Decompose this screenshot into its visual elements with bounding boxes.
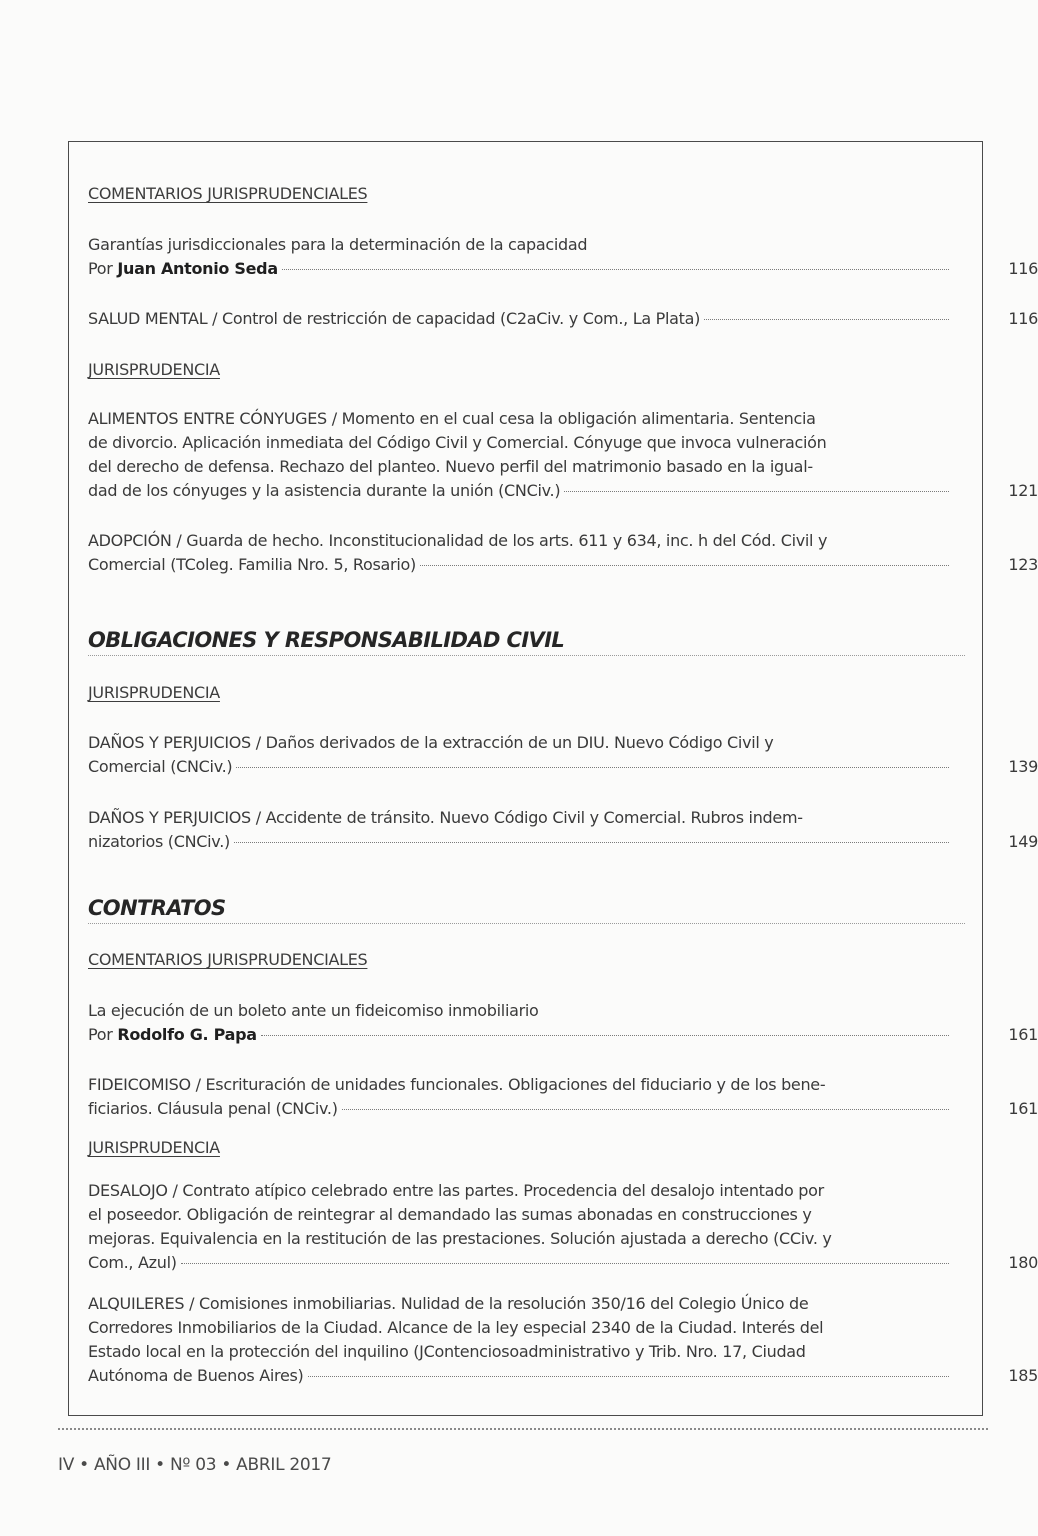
section-title: OBLIGACIONES Y RESPONSABILIDAD CIVIL (88, 628, 965, 656)
issue-footer: IV • AÑO III • Nº 03 • ABRIL 2017 (58, 1455, 332, 1475)
entry-title: La ejecución de un boleto ante un fideicomiso inmobiliario (88, 1001, 539, 1020)
entry-author-line: Por Juan Antonio Seda (88, 257, 953, 281)
page-number: 121 (1008, 481, 1038, 500)
toc-entry[interactable] (88, 233, 1038, 281)
page-number: 161 (1008, 1099, 1038, 1118)
subsection-heading: JURISPRUDENCIA (88, 360, 220, 379)
page-number: 139 (1008, 757, 1038, 776)
subsection-heading: COMENTARIOS JURISPRUDENCIALES (88, 950, 368, 969)
leader-dots (342, 1109, 949, 1110)
toc-entry[interactable] (88, 999, 1038, 1047)
page-number: 116 (1008, 259, 1038, 278)
subsection-heading: JURISPRUDENCIA (88, 1138, 220, 1157)
entry-author: Juan Antonio Seda (117, 259, 278, 278)
leader-dots (181, 1263, 949, 1264)
leader-dots (236, 767, 949, 768)
entry-text: SALUD MENTAL / Control de restricción de capacidad (C2aCiv. y Com., La Plata) (88, 309, 701, 328)
toc-entry[interactable]: FIDEICOMISO / Escrituración de unidades funcionales. Obligaciones del fiduciario y de los bene- ficiarios. Cláusula penal (CNCiv.) 161 (88, 1073, 953, 1121)
page-number: 185 (1008, 1366, 1038, 1385)
entry-author-line: Por Rodolfo G. Papa (88, 1023, 953, 1047)
entry-title: Garantías jurisdiccionales para la determinación de la capacidad (88, 235, 588, 254)
page-number: 116 (1008, 309, 1038, 328)
page-number: 180 (1008, 1253, 1038, 1272)
leader-dots (261, 1035, 949, 1036)
page-number: 161 (1008, 1025, 1038, 1044)
leader-dots (234, 842, 949, 843)
leader-dots (282, 269, 949, 270)
leader-dots (564, 491, 949, 492)
toc-entry[interactable] (88, 307, 1038, 331)
leader-dots (704, 319, 949, 320)
toc-entry[interactable]: DAÑOS Y PERJUICIOS / Daños derivados de la extracción de un DIU. Nuevo Código Civil y Comercial (CNCiv.) 139 (88, 731, 953, 779)
page-number: 149 (1008, 832, 1038, 851)
page-number: 123 (1008, 555, 1038, 574)
subsection-heading: COMENTARIOS JURISPRUDENCIALES (88, 184, 368, 203)
toc-entry[interactable]: DESALOJO / Contrato atípico celebrado entre las partes. Procedencia del desalojo intentado por el poseedor. Obligación de reintegrar al demandado las sumas abonadas en construcciones y mejoras. Equivalencia en la restitución de las prestaciones. Solución ajustada a derecho (CCiv. y Com., Azul) 180 (88, 1179, 953, 1275)
toc-entry[interactable]: ADOPCIÓN / Guarda de hecho. Inconstitucionalidad de los arts. 611 y 634, inc. h del Cód. Civil y Comercial (TColeg. Familia Nro. 5, Rosario) 123 (88, 529, 953, 577)
toc-entry[interactable]: ALIMENTOS ENTRE CÓNYUGES / Momento en el cual cesa la obligación alimentaria. Sentencia de divorcio. Aplicación inmediata del Código Civil y Comercial. Cónyuge que invoca vulneración del derecho de defensa. Rechazo del planteo. Nuevo perfil del matrimonio basado en la igual- dad de los cónyuges y la asistencia durante la unión (CNCiv.) 121 (88, 407, 953, 503)
leader-dots (308, 1376, 950, 1377)
subsection-heading: JURISPRUDENCIA (88, 683, 220, 702)
footer-divider (58, 1428, 988, 1430)
toc-entry[interactable]: ALQUILERES / Comisiones inmobiliarias. Nulidad de la resolución 350/16 del Colegio Único de Corredores Inmobiliarios de la Ciudad. Alcance de la ley especial 2340 de la Ciudad. Interés del Estado local en la protección del inquilino (JContenciosoadministrativo y Trib. Nro. 17, Ciudad Autónoma de Buenos Aires) 185 (88, 1292, 953, 1388)
toc-entry[interactable]: DAÑOS Y PERJUICIOS / Accidente de tránsito. Nuevo Código Civil y Comercial. Rubros indem- nizatorios (CNCiv.) 149 (88, 806, 953, 854)
entry-author: Rodolfo G. Papa (117, 1025, 257, 1044)
leader-dots (420, 565, 949, 566)
section-title: CONTRATOS (88, 896, 965, 924)
